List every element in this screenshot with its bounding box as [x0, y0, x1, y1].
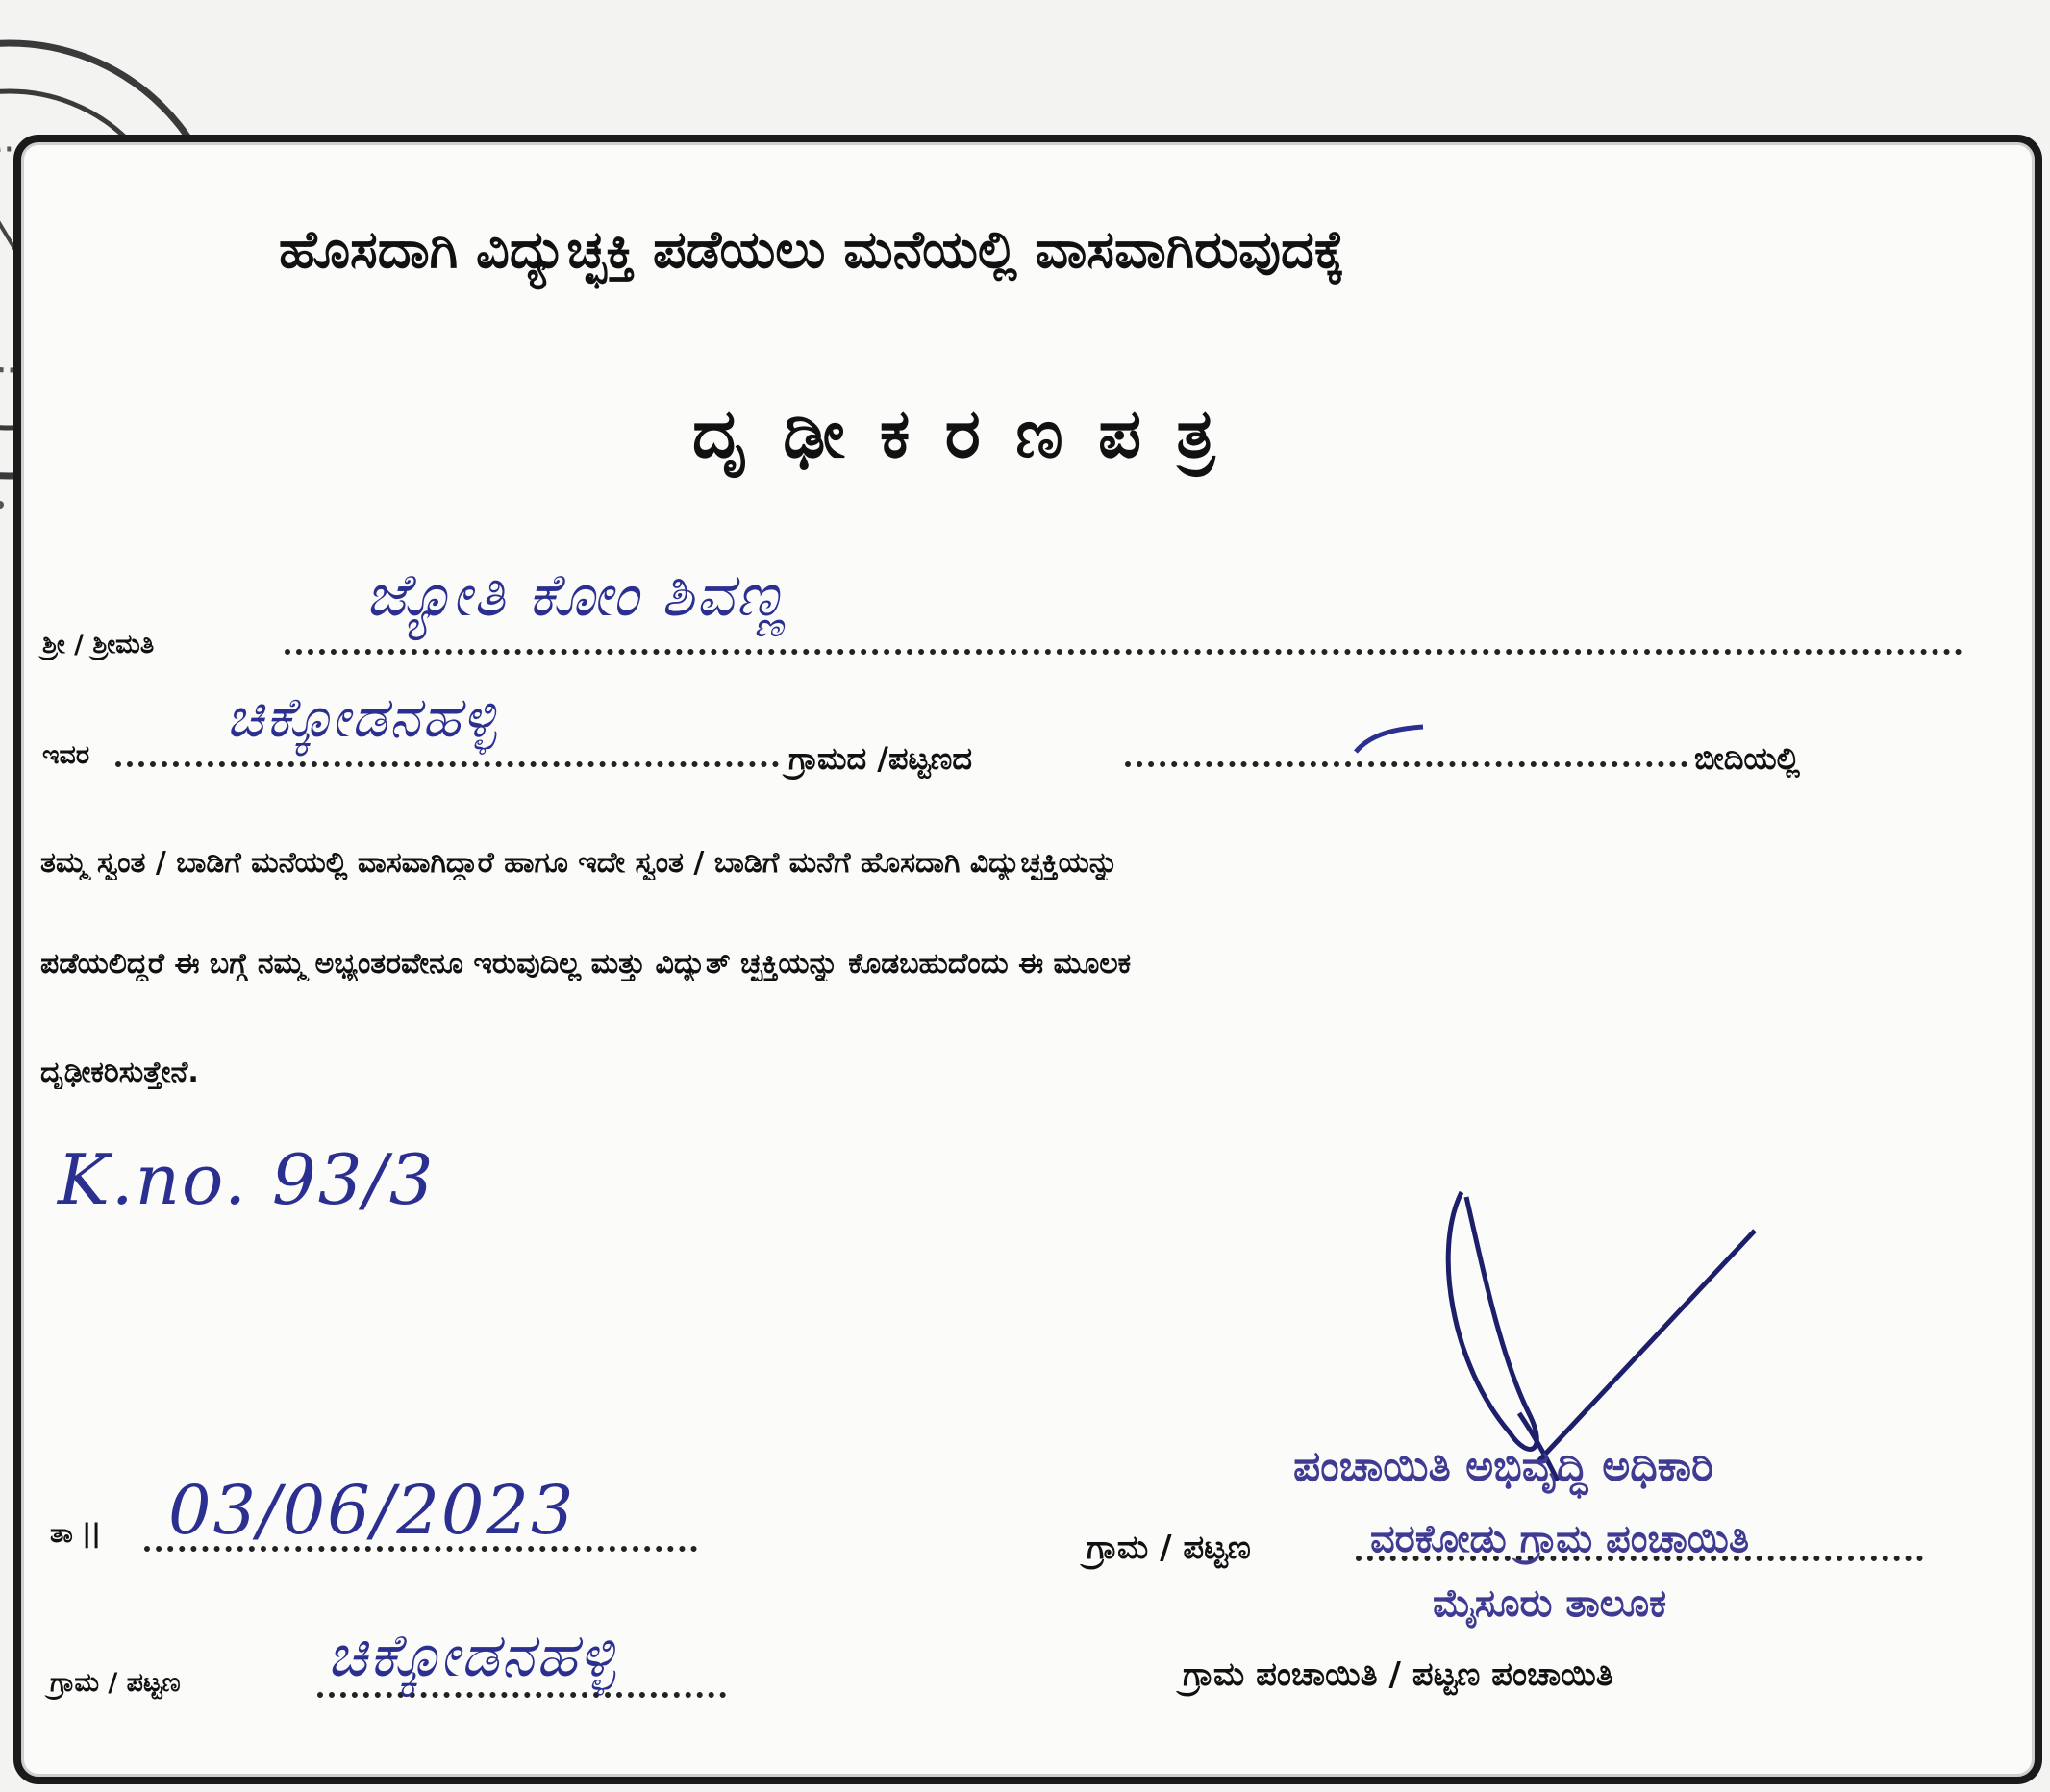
place-dotted-line — [317, 1692, 726, 1698]
village-dotted-line — [1125, 761, 1688, 767]
body-line-1: ತಮ್ಮ ಸ್ವಂತ / ಬಾಡಿಗೆ ಮನೆಯಲ್ಲಿ ವಾಸವಾಗಿದ್ದಾರೆ ಹಾಗೂ ಇದೇ ಸ್ವಂತ / ಬಾಡಿಗೆ ಮನೆಗೆ ಹೊಸದಾಗಿ ವಿದ್ಯುಚ್ಛಕ್ತಿಯನ್ನು — [40, 846, 1119, 880]
name-dotted-line — [285, 649, 1962, 655]
stamp-officer-designation: ಪಂಚಾಯಿತಿ ಅಭಿವೃದ್ಧಿ ಅಧಿಕಾರಿ — [1293, 1442, 1714, 1491]
village-label: ಗ್ರಾಮದ /ಪಟ್ಟಣದ — [788, 740, 973, 777]
date-label: ತಾ || — [50, 1519, 101, 1549]
office-place-label: ಗ್ರಾಮ / ಪಟ್ಟಣ — [1087, 1529, 1251, 1567]
certificate-title: ದೃ ಢೀ ಕ ರ ಣ ಪ ತ್ರ — [692, 394, 1221, 473]
name-label: ಶ್ರೀ / ಶ್ರೀಮತಿ — [42, 630, 155, 660]
house-label: ಇವರ — [42, 740, 90, 770]
name-handwritten: ಜ್ಯೋತಿ ಕೋಂ ಶಿವಣ್ಣ — [365, 560, 789, 630]
pen-stroke — [1351, 721, 1428, 759]
khata-number: K.no. 93/3 — [58, 1139, 436, 1220]
stamp-panchayat-name: ವರಕೋಡು ಗ್ರಾಮ ಪಂಚಾಯಿತಿ — [1370, 1517, 1750, 1561]
header-title-line: ಹೊಸದಾಗಿ ವಿದ್ಯುಚ್ಛಕ್ತಿ ಪಡೆಯಲು ಮನೆಯಲ್ಲಿ ವಾಸವಾಗಿರುವುದಕ್ಕೆ — [279, 219, 1345, 280]
place-handwritten: ಚಿಕ್ಕೋಡನಹಳ್ಳಿ — [327, 1620, 617, 1690]
street-label: ಬೀದಿಯಲ್ಲಿ — [1694, 740, 1800, 777]
house-handwritten: ಚಿಕ್ಕೋಡನಹಳ್ಳಿ — [226, 684, 499, 750]
place-label: ಗ್ರಾಮ / ಪಟ್ಟಣ — [50, 1668, 181, 1698]
panchayat-label: ಗ್ರಾಮ ಪಂಚಾಯಿತಿ / ಪಟ್ಟಣ ಪಂಚಾಯಿತಿ — [1183, 1655, 1613, 1694]
body-line-3: ದೃಢೀಕರಿಸುತ್ತೇನೆ. — [40, 1056, 199, 1089]
house-dotted-line — [115, 761, 779, 767]
stamp-taluk: ಮೈಸೂರು ತಾಲೂಕ — [1433, 1581, 1667, 1626]
body-line-2: ಪಡೆಯಲಿದ್ದರೆ ಈ ಬಗ್ಗೆ ನಮ್ಮ ಅಭ್ಯಂತರವೇನೂ ಇರುವುದಿಲ್ಲ ಮತ್ತು ವಿದ್ಯುತ್ ಚ್ಛಕ್ತಿಯನ್ನು ಕೊಡಬಹುದೆಂದು ಈ ಮೂಲಕ — [40, 947, 1132, 981]
date-handwritten: 03/06/2023 — [168, 1471, 576, 1550]
